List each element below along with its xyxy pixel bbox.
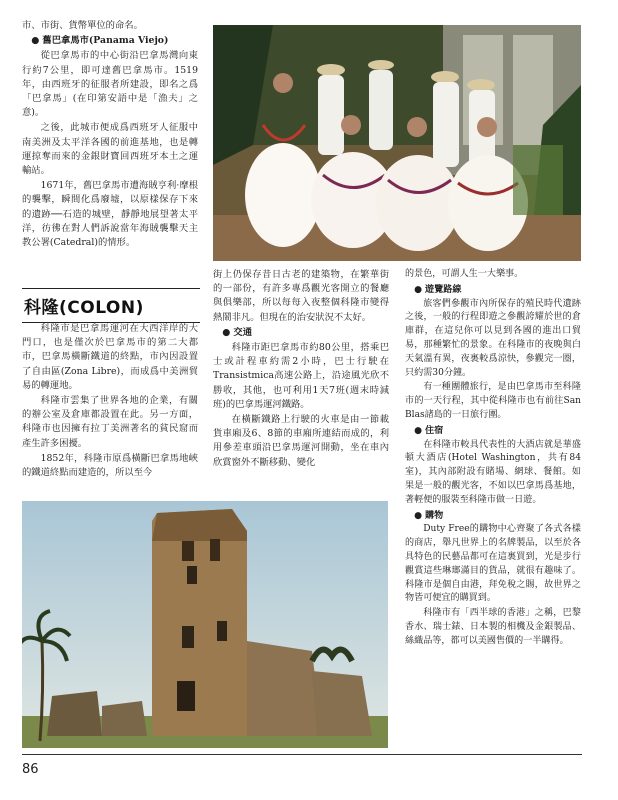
dancers-illustration: [213, 25, 581, 261]
subheading-stay: [405, 424, 581, 438]
bullet-icon: ●: [222, 326, 231, 338]
subheading-shopping: [405, 509, 581, 523]
paragraph: 科隆市距巴拿馬市約80公里，搭乘巴士或計程車約需2小時，巴士行駛在Transistmica高速公路上，沿途風光欣不勝收，其他，也可利用1天7班(週末時減班)的巴拿馬運河鐵路。: [213, 342, 389, 410]
paragraph: 科隆市是巴拿馬運河在大西洋岸的大門口，也是僅次於巴拿馬市的第二大都市，巴拿馬橫斷鐵道的終點，市內因設置了自由區(Zona Libre)，而成爲中美洲貿易的轉運地。: [22, 323, 198, 391]
paragraph: 從巴拿馬市的中心街沿巴拿馬灣向東行約7公里，即可達舊巴拿馬市。1519年，由西班牙的征服者所建設，即名之爲「巴拿馬」(在印第安語中是「漁夫」之意)。: [22, 50, 198, 119]
intro-text: 市、市街、貨幣單位的命名。: [22, 20, 143, 31]
paragraph: 1852年，科隆市原爲橫斷巴拿馬地峽的鐵道終點而建造的，所以至今: [22, 452, 198, 479]
subheading-label: 交通: [233, 326, 253, 338]
column-2: [213, 268, 389, 471]
subheading-label: 購物: [425, 509, 444, 521]
column-1-top: [22, 19, 198, 251]
subheading-label: 遊覽路線: [425, 283, 462, 295]
subheading-tour: [405, 283, 581, 297]
subheading-label: 住宿: [425, 424, 444, 436]
paragraph: 在橫斷鐵路上行駛的火車是由一節載貨車廂及6、8節的車廂所連結而成的，利用參差車頭沿巴拿馬運河開動，坐在車內欣賞窗外不斷移動、變化: [213, 414, 389, 468]
subheading-panama-viejo: [22, 34, 198, 48]
paragraph: 旅客們參觀市內所保存的殖民時代遺跡之後，一般的行程即遊之參觀誇耀於世的倉庫群，在這兒你可以見到各國的進出口貿易，那種繁忙的景象。在科隆市的夜晚與白天氣溫有異，夜裏較爲涼快，參觀完一圈，只約需30分鐘。: [405, 298, 581, 378]
bullet-icon: ●: [414, 283, 423, 295]
column-1-bottom: [22, 322, 198, 481]
paragraph: 之後，此城市便成爲西班牙人征服中南美洲及太平洋各國的前進基地，也是轉運掠奪而來的金銀財寶回西班牙本土之運輸站。: [22, 122, 198, 177]
page-number: 86: [22, 762, 39, 777]
section-title: 科隆(COLON): [22, 288, 200, 323]
subheading-transport: [213, 326, 389, 340]
tower-illustration: [22, 501, 388, 748]
paragraph: 科隆市有「西半球的香港」之稱，巴黎香水、瑞士錶、日本製的相機及金銀製品、絲織品等，都可以美國售價的一半購得。: [405, 608, 581, 646]
column-3: [405, 268, 581, 650]
bullet-icon: ●: [31, 35, 40, 47]
paragraph: 街上仍保存昔日古老的建築物，在繁華街的一部份，有許多專爲觀光客開立的餐廳與俱樂部，所以每每入夜整個科隆市變得熱鬧非凡。但現在的治安狀況不太好。: [213, 269, 389, 323]
tower-photo: [22, 501, 388, 748]
paragraph: 有一種團體旅行，是由巴拿馬市至科隆市的一天行程，其中從科隆市也有前往San Blas諸島的一日旅行團。: [405, 382, 581, 420]
paragraph: Duty Free的購物中心齊聚了各式各樣的商店，舉凡世界上的名牌製品，以至於各具特色的民藝品都可在這裏買到，光是步行觀賞這些琳瑯滿目的貨品，就很有趣味了。科隆市是個自由港，拜免稅之賜，故世界之物皆可便宜的購買到。: [405, 524, 581, 604]
paragraph: 1671年，舊巴拿馬市遭海賊亨利·摩根的襲擊，瞬間化爲廢墟，以原樣保存下來的遺跡──石造的城壁，靜靜地展望著太平洋，彷彿在對人們訴說當年海賊襲擊天主教公署(Catedral)的情形。: [22, 180, 198, 249]
paragraph: 科隆市雲集了世界各地的企業，有關的辦公室及倉庫都設置在此。另一方面，科隆市也因擁有拉丁美洲著名的貧民窟而產生許多困擾。: [22, 395, 198, 449]
bullet-icon: ●: [414, 509, 423, 521]
footer-rule: [22, 754, 582, 755]
dancers-photo: [213, 25, 581, 261]
bullet-icon: ●: [414, 424, 423, 436]
paragraph: 在科隆市較具代表性的大酒店就是華盛頓大酒店(Hotel Washington，共有84室)，其內部附設有賭場、網球、餐館。如果是一般的觀光客，不如以巴拿馬爲基地，著輕便的服裝至科隆市做一日遊。: [405, 439, 581, 505]
paragraph: 的景色，可謂人生一大樂事。: [405, 269, 524, 279]
subheading-label: 舊巴拿馬市(Panama Viejo): [42, 35, 169, 47]
